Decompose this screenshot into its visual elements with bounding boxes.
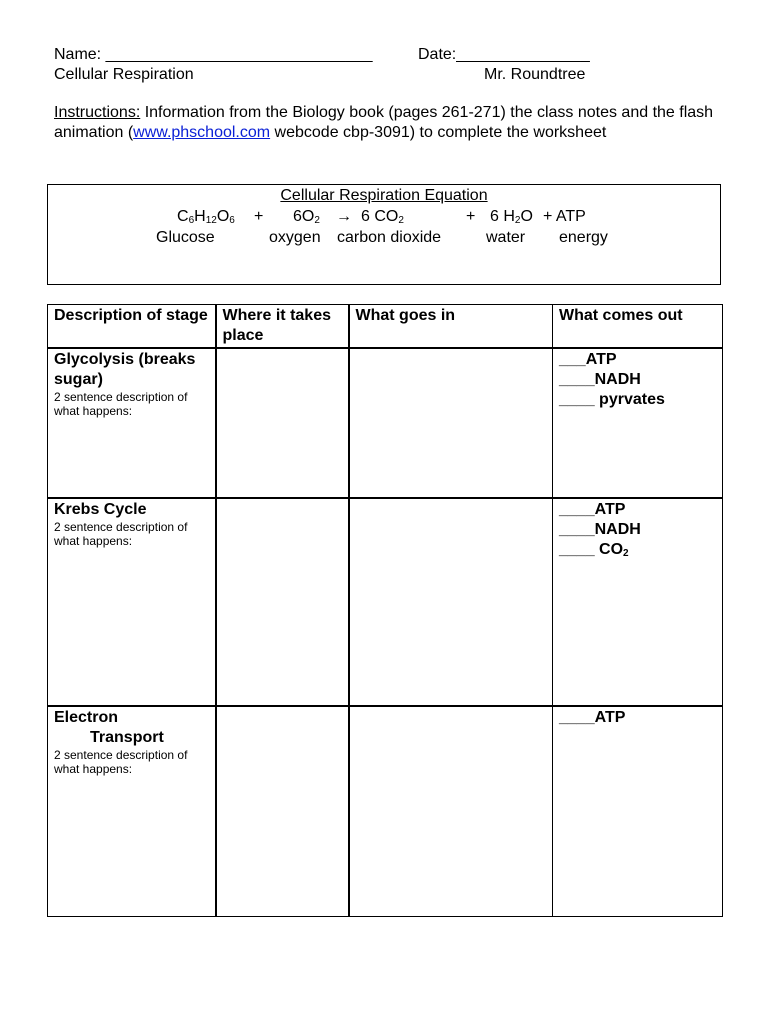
table-row-electron-transport xyxy=(48,706,723,916)
stage-description-prompt: 2 sentence description of what happens: xyxy=(54,748,188,776)
atp-output: ___ATP xyxy=(559,351,617,368)
water-name: water xyxy=(486,229,526,246)
nadh-output: ____NADH xyxy=(559,371,641,388)
atp-output: ____ATP xyxy=(559,501,626,518)
name-field-label: Name: ______________________________ xyxy=(54,46,373,63)
header-what-goes-in: What goes in xyxy=(349,305,553,349)
glucose-formula: $C_6H_{12}O_6$ xyxy=(177,208,235,226)
stage-cell xyxy=(48,348,216,498)
where-it-takes-place-answer[interactable] xyxy=(216,348,349,498)
pyruvate-output: ____ pyrvates xyxy=(559,391,665,408)
stage-description-prompt: 2 sentence description of what happens: xyxy=(54,520,188,548)
water-formula: 6 $H_2O$ xyxy=(490,208,533,226)
where-it-takes-place-answer[interactable] xyxy=(216,706,349,916)
carbon-dioxide-formula: 6 $CO_2$ xyxy=(361,208,404,226)
stage-cell xyxy=(48,498,216,706)
oxygen-name: oxygen xyxy=(269,229,321,246)
what-comes-out-cell xyxy=(553,706,723,916)
nadh-output: ____NADH xyxy=(559,521,641,538)
what-goes-in-answer[interactable] xyxy=(349,706,553,916)
stage-description-prompt: 2 sentence description of what happens: xyxy=(54,390,188,418)
what-goes-in-answer[interactable] xyxy=(349,498,553,706)
header-where-it-takes-place: Where it takes place xyxy=(216,305,349,349)
stage-name: Glycolysis (breaks sugar) xyxy=(54,351,196,388)
instructions-text-before-link: Information from the Biology book (pages 261-271) the class notes and the flash animation ( xyxy=(54,104,714,141)
equation-box xyxy=(47,184,721,285)
what-comes-out-cell xyxy=(553,348,723,498)
stage-name: Krebs Cycle xyxy=(54,501,147,518)
equation-title: Cellular Respiration Equation xyxy=(280,187,488,204)
atp-term: + ATP xyxy=(543,208,586,225)
table-header-row xyxy=(48,305,723,349)
stage-name-line2: Transport xyxy=(90,729,164,746)
plus-sign: + xyxy=(466,208,476,225)
where-it-takes-place-answer[interactable] xyxy=(216,498,349,706)
worksheet-subject: Cellular Respiration xyxy=(54,66,194,83)
header-description-of-stage: Description of stage xyxy=(48,305,216,349)
respiration-stages-table xyxy=(47,304,723,917)
plus-sign: + xyxy=(254,208,264,225)
glucose-name: Glucose xyxy=(156,229,215,246)
teacher-name: Mr. Roundtree xyxy=(484,66,586,83)
stage-cell xyxy=(48,706,216,916)
what-goes-in-answer[interactable] xyxy=(349,348,553,498)
date-field-label: Date:_______________ xyxy=(418,46,590,63)
stage-name-line1: Electron xyxy=(54,709,119,726)
phschool-link[interactable]: www.phschool.com xyxy=(133,124,271,141)
co2-output: ____ $CO_2$ xyxy=(559,541,629,559)
what-comes-out-cell xyxy=(553,498,723,706)
table-row-krebs-cycle xyxy=(48,498,723,706)
instructions-text-after-link: webcode cbp-3091) to complete the worksheet xyxy=(270,124,607,141)
instructions-label: Instructions: xyxy=(54,104,141,121)
header-what-comes-out: What comes out xyxy=(553,305,723,349)
arrow-icon: → xyxy=(336,208,352,225)
table-row-glycolysis xyxy=(48,348,723,498)
carbon-dioxide-name: carbon dioxide xyxy=(337,229,442,246)
oxygen-formula: $6O_2$ xyxy=(293,208,320,226)
instructions-paragraph xyxy=(54,103,734,143)
energy-name: energy xyxy=(559,229,608,246)
atp-output: ____ATP xyxy=(559,709,626,726)
